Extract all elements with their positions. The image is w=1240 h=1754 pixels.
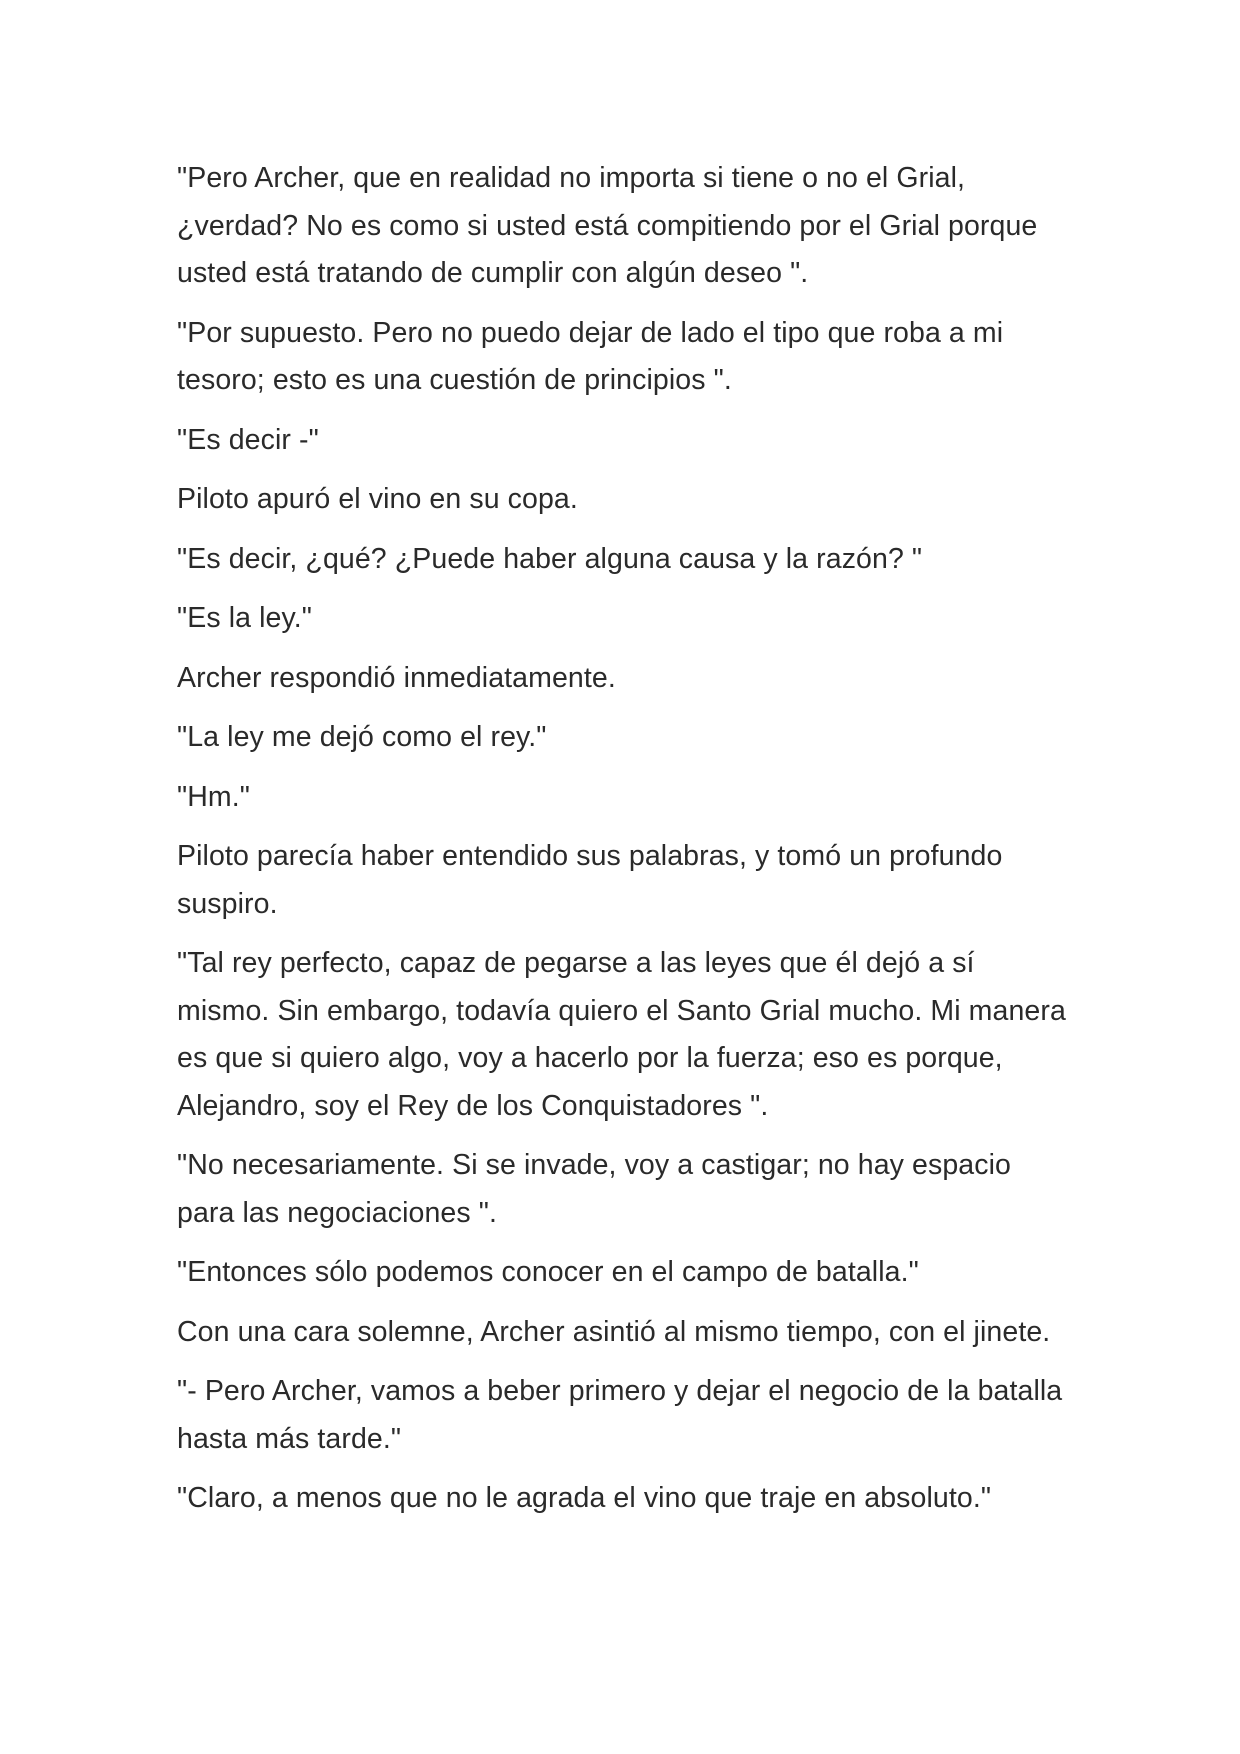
paragraph: Piloto parecía haber entendido sus palabras, y tomó un profundo suspiro. (177, 840, 1003, 920)
paragraph: "La ley me dejó como el rey." (177, 721, 547, 753)
paragraph: Archer respondió inmediatamente. (177, 661, 616, 694)
paragraph: "Por supuesto. Pero no puedo dejar de lado el tipo que roba a mi tesoro; esto es una cuestión de principios ". (177, 316, 1004, 396)
paragraph: "Pero Archer, que en realidad no importa si tiene o no el Grial, ¿verdad? No es como si usted está compitiendo por el Grial porque usted está tratando de cumplir con algún deseo ". (177, 162, 1038, 289)
paragraph: Piloto apuró el vino en su copa. (177, 483, 578, 515)
paragraph: Con una cara solemne, Archer asintió al mismo tiempo, con el jinete. (177, 1315, 1051, 1348)
paragraph: "Es decir, ¿qué? ¿Puede haber alguna causa y la razón? " (177, 542, 923, 575)
paragraph: "No necesariamente. Si se invade, voy a castigar; no hay espacio para las negociaciones ". (177, 1149, 1011, 1229)
paragraph: "Entonces sólo podemos conocer en el campo de batalla." (177, 1256, 919, 1288)
document-body (177, 155, 1067, 1535)
paragraph: "Tal rey perfecto, capaz de pegarse a las leyes que él dejó a sí mismo. Sin embargo, todavía quiero el Santo Grial mucho. Mi manera es que si quiero algo, voy a hacerlo por la fuerza; eso es porque, Alejandro, soy el Rey de los Conquistadores ". (177, 947, 1066, 1122)
paragraph: "- Pero Archer, vamos a beber primero y dejar el negocio de la batalla hasta más tarde." (177, 1375, 1063, 1455)
paragraph: "Es la ley." (177, 602, 312, 634)
paragraph: "Hm." (177, 780, 250, 813)
paragraph: "Es decir -" (177, 423, 319, 456)
paragraph: "Claro, a menos que no le agrada el vino que traje en absoluto." (177, 1482, 992, 1514)
